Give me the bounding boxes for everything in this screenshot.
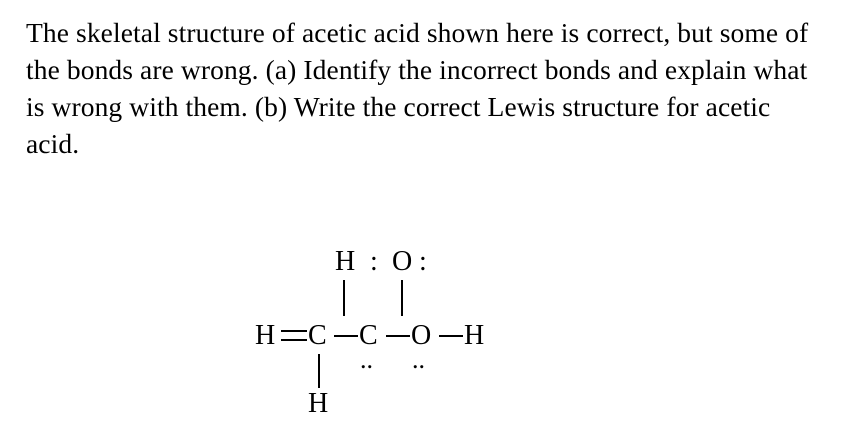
bond-c-left-to-c-right bbox=[334, 335, 358, 337]
acetic-acid-structure-diagram bbox=[255, 248, 615, 423]
question-text: The skeletal structure of acetic acid shown here is correct, but some of the bonds are wrong. (a) Identify the incorrect bonds and explain what is wrong with them. (b) Write the correct Lewis structure for acetic acid. bbox=[26, 17, 809, 159]
bond-o-right-to-h-right bbox=[439, 335, 463, 337]
lone-pair-left-of-o-top: : bbox=[370, 246, 380, 277]
atom-h-top: H bbox=[335, 246, 356, 277]
atom-c-right: C bbox=[359, 320, 378, 351]
bond-h-top-to-c-right bbox=[343, 280, 345, 316]
bond-o-top-to-c-right bbox=[401, 280, 403, 316]
bond-c-right-to-o-right bbox=[386, 335, 410, 337]
atom-h-right: H bbox=[464, 320, 485, 351]
lone-pair-right-of-o-top: : bbox=[419, 246, 429, 277]
lone-pair-below-o-right: .. bbox=[412, 345, 425, 374]
bond-h-left-to-c-left-lower bbox=[281, 339, 307, 341]
atom-c-left: C bbox=[308, 320, 327, 351]
atom-h-bottom: H bbox=[308, 388, 329, 419]
atom-h-left: H bbox=[255, 320, 276, 351]
lone-pair-below-c-right: .. bbox=[360, 345, 373, 374]
bond-h-left-to-c-left-upper bbox=[281, 330, 307, 332]
atom-o-top: O bbox=[392, 246, 413, 277]
atom-o-right: O bbox=[411, 320, 432, 351]
bond-c-left-to-h-bottom bbox=[318, 354, 320, 388]
